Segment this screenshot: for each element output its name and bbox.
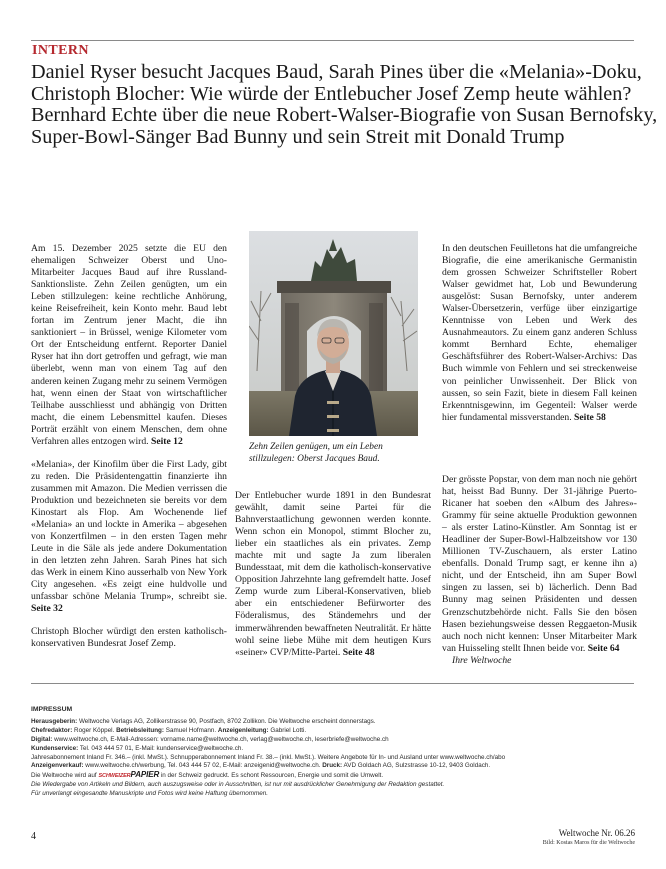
imprint-line: Die Weltwoche wird auf SCHWEIZERPAPIER in der Schweiz gedruckt. Es schont Ressourcen, Energie und somit die Umwelt. xyxy=(31,771,384,780)
imprint-line: Herausgeberin: Weltwoche Verlags AG, Zollikerstrasse 90, Postfach, 8702 Zollikon. Die Weltwoche erscheint donnerstags. xyxy=(31,717,376,725)
imprint xyxy=(31,706,636,799)
imprint-line: Chefredaktor: Roger Köppel. Betriebsleitung: Samuel Hofmann. Anzeigenleitung: Gabriel Lotti. xyxy=(31,726,307,734)
page-reference[interactable]: Seite 12 xyxy=(151,435,183,447)
headline-line: Super-Bowl-Sänger Bad Bunny und sein Streit mit Donald Trump xyxy=(31,125,565,148)
imprint-line: Kundenservice: Tel. 043 444 57 01, E-Mail: kundenservice@weltwoche.ch. xyxy=(31,744,244,752)
paragraph-blocher-intro: Christoph Blocher würdigt den ersten katholisch-konservativen Bundesrat Josef Zemp. xyxy=(31,626,227,650)
page-reference[interactable]: Seite 58 xyxy=(574,411,606,423)
paragraph-baud: Am 15. Dezember 2025 setzte die EU den ehemaligen Schweizer Oberst und Uno-Mitarbeiter Jacques Baud auf ihre Russland-Sanktionsliste. Zehn Zeilen genügten, um ein Leben stillzulegen: keine rechtliche Anhörung, keine Reisefreiheit, kein Konto mehr. Baud lebt fortan im Zentrum jener Macht, die ihn sanktioniert – in Brüssel, wenige Kilometer vom Ort der Entscheidung entfernt. Reporter Daniel Ryser hat ihn dort getroffen und gefragt, wie man überlebt, wenn man von einem Tag auf den anderen keinen Zugang mehr zu seinem Vermögen hat, wenn einen der Staat von wirtschaftlicher Teilhabe ausschliesst und abhängig von Dritten macht, die einem Lebensmittel kaufen. Dieses Porträt erzählt von einem Menschen, dem ohne Verfahren alles entzogen wird. Seite 12 xyxy=(31,243,227,447)
imprint-rule xyxy=(31,683,634,684)
page-reference[interactable]: Seite 64 xyxy=(587,642,620,654)
portrait-photo xyxy=(249,231,418,436)
paragraph-walser: In den deutschen Feuilletons hat die umfangreiche Biografie, die eine amerikanische Germanistin dem grossen Schweizer Schriftsteller Robert Walser gewidmet hat, Lob und Bewunderung ausgelöst: Susan Bernofsky, unter anderem Walser-Übersetzerin, verfüge über einzigartige Kenntnisse von Leben und Werk des Ausnahmeautors. Zu einem ganz anderen Schluss kommt Bernhard Echte, ehemaliger Geschäftsführer des Robert-Walser-Archivs: Das Buch wimmle von Fehlern und sei streckenweise von peinlicher Unwissenheit. Der Blick von aussen, so sein Fazit, biete in diesem Fall keinen Erkenntnisgewinn, im Gegenteil: Walser werde hier fundamental missverstanden. Seite 58 xyxy=(442,243,637,423)
headline-line: Bernhard Echte über die neue Robert-Walser-Biografie von Susan Bernofsky, xyxy=(31,104,658,127)
issue-label: Weltwoche Nr. 06.26 xyxy=(558,828,635,838)
paragraph-bad-bunny: Der grösste Popstar, von dem man noch nie gehört hat, heisst Bad Bunny. Der 31-jährige Puerto-Ricaner hat soeben den «Album des Jahres»-Grammy für seine aktuelle Produktion gewonnen – als erster Latino-Künstler. Am Sonntag ist er Headliner der Super-Bowl-Halbzeitshow vor 130 Millionen TV-Zuschauern, als erster Latino ebenfalls. Donald Trump sagt, er kenne ihn a) nicht, und der Entscheid, ihn am Super Bowl singen zu lassen, sei b) lächerlich. Denn Bad Bunny mag seinen Präsidenten und dessen Grenzschutzbehörde nicht. Falls Sie den bösen Hasen beziehungsweise dessen Reggaeton-Musik auch noch nicht kennen: Unser Mitarbeiter Mark van Huisseling stellt Ihnen beide vor. Seite 64 Ihre Weltwoche xyxy=(442,474,637,666)
section-rubric: INTERN xyxy=(32,43,89,58)
portrait-illustration xyxy=(249,231,418,436)
column-right-top xyxy=(442,243,637,424)
headline-line: Christoph Blocher: Wie würde der Entlebucher Josef Zemp heute wählen? xyxy=(31,82,632,105)
schweizer-papier-logo: SCHWEIZERPAPIER xyxy=(98,771,160,780)
column-right-bottom xyxy=(442,474,637,667)
paragraph-melania: «Melania», der Kinofilm über die First Lady, gibt zu reden. Die Präsidentengattin finanzierte ihn zusammen mit Amazon. Die Medien verrissen die Produktion und bezeichneten sie bereits vor dem Kinostart als Flop. Am Wochenende lief «Melania» an und lockte in Amerika – abgesehen von Konzertfilmen – in den ersten Tagen mehr Leute in die Säle als jede andere Dokumentation in den letzten zehn Jahren. Sarah Pines hat sich das Werk in einem Kino ausserhalb von New York City angesehen. «Es zeigt eine huldvolle und unfassbar schöne Melania Trump», schreibt sie. Seite 32 xyxy=(31,458,227,615)
contact-links[interactable]: www.weltwoche.ch, E-Mail-Adressen: vorname.name@weltwoche.ch, verlag@weltwoche.ch, leserbriefe@weltwoche.ch xyxy=(52,735,389,743)
imprint-title: IMPRESSUM xyxy=(31,706,73,713)
page-reference[interactable]: Seite 48 xyxy=(342,646,375,658)
column-left xyxy=(31,243,227,651)
imprint-line: Digital: www.weltwoche.ch, E-Mail-Adressen: vorname.name@weltwoche.ch, verlag@weltwoche.ch, leserbriefe@weltwoche.ch xyxy=(31,735,389,743)
column-middle xyxy=(235,490,431,659)
page-headline xyxy=(31,61,658,148)
headline-line: Daniel Ryser besucht Jacques Baud, Sarah Pines über die «Melania»-Doku, xyxy=(31,61,642,83)
signature: Ihre Weltwoche xyxy=(452,654,512,666)
imprint-line: Anzeigenverkauf: www.weltwoche.ch/werbung, Tel. 043 444 57 02, E-Mail: anzeigenid@weltwoche.ch. Druck: AVD Goldach AG, Sulzstrasse 10-12, 9403 Goldach. xyxy=(31,762,491,770)
imprint-line: Jahresabonnement Inland Fr. 346.– (inkl. MwSt.). Schnupperabonnement Inland Fr. 38.– (inkl. MwSt.). Weitere Angebote für In- und Ausland unter www.weltwoche.ch/abo xyxy=(31,753,506,761)
photo-caption: Zehn Zeilen genügen, um ein Leben stillzulegen: Oberst Jacques Baud. xyxy=(249,442,383,464)
photo-credit: Bild: Kostas Maros für die Weltwoche xyxy=(542,840,635,846)
imprint-line: Die Wiedergabe von Artikeln und Bildern, auch auszugsweise oder in Ausschnitten, ist nur mit ausdrücklicher Genehmigung der Redaktion gestattet. xyxy=(31,781,445,789)
imprint-line: Für unverlangt eingesandte Manuskripte und Fotos wird keine Haftung übernommen. xyxy=(31,790,268,798)
top-rule xyxy=(31,40,634,41)
page-number: 4 xyxy=(31,831,36,842)
page-reference[interactable]: Seite 32 xyxy=(31,603,63,615)
paragraph-zemp: Der Entlebucher wurde 1891 in den Bundesrat gewählt, damit seine Partei für die Bahnverstaatlichung gewonnen werden konnte. Wenn schon ein Monopol, stimmt Blocher zu, lieber ein staatliches als ein privates. Zemp machte mit und sagte Ja zum liberalen Bundesstaat, mit dem die katholisch-konservative Opposition Jahrzehnte lang gefremdelt hatte. Josef Zemp wurde zum Liberal-Konservativen, blieb aber ein entschiedener Befürworter des Föderalismus, des Ständemehrs und der immerwährenden bewaffneten Neutralität. Er hätte wohl seine liebe Mühe mit dem heutigen Kurs «seiner» CVP/Mitte-Partei. Seite 48 xyxy=(235,490,431,658)
